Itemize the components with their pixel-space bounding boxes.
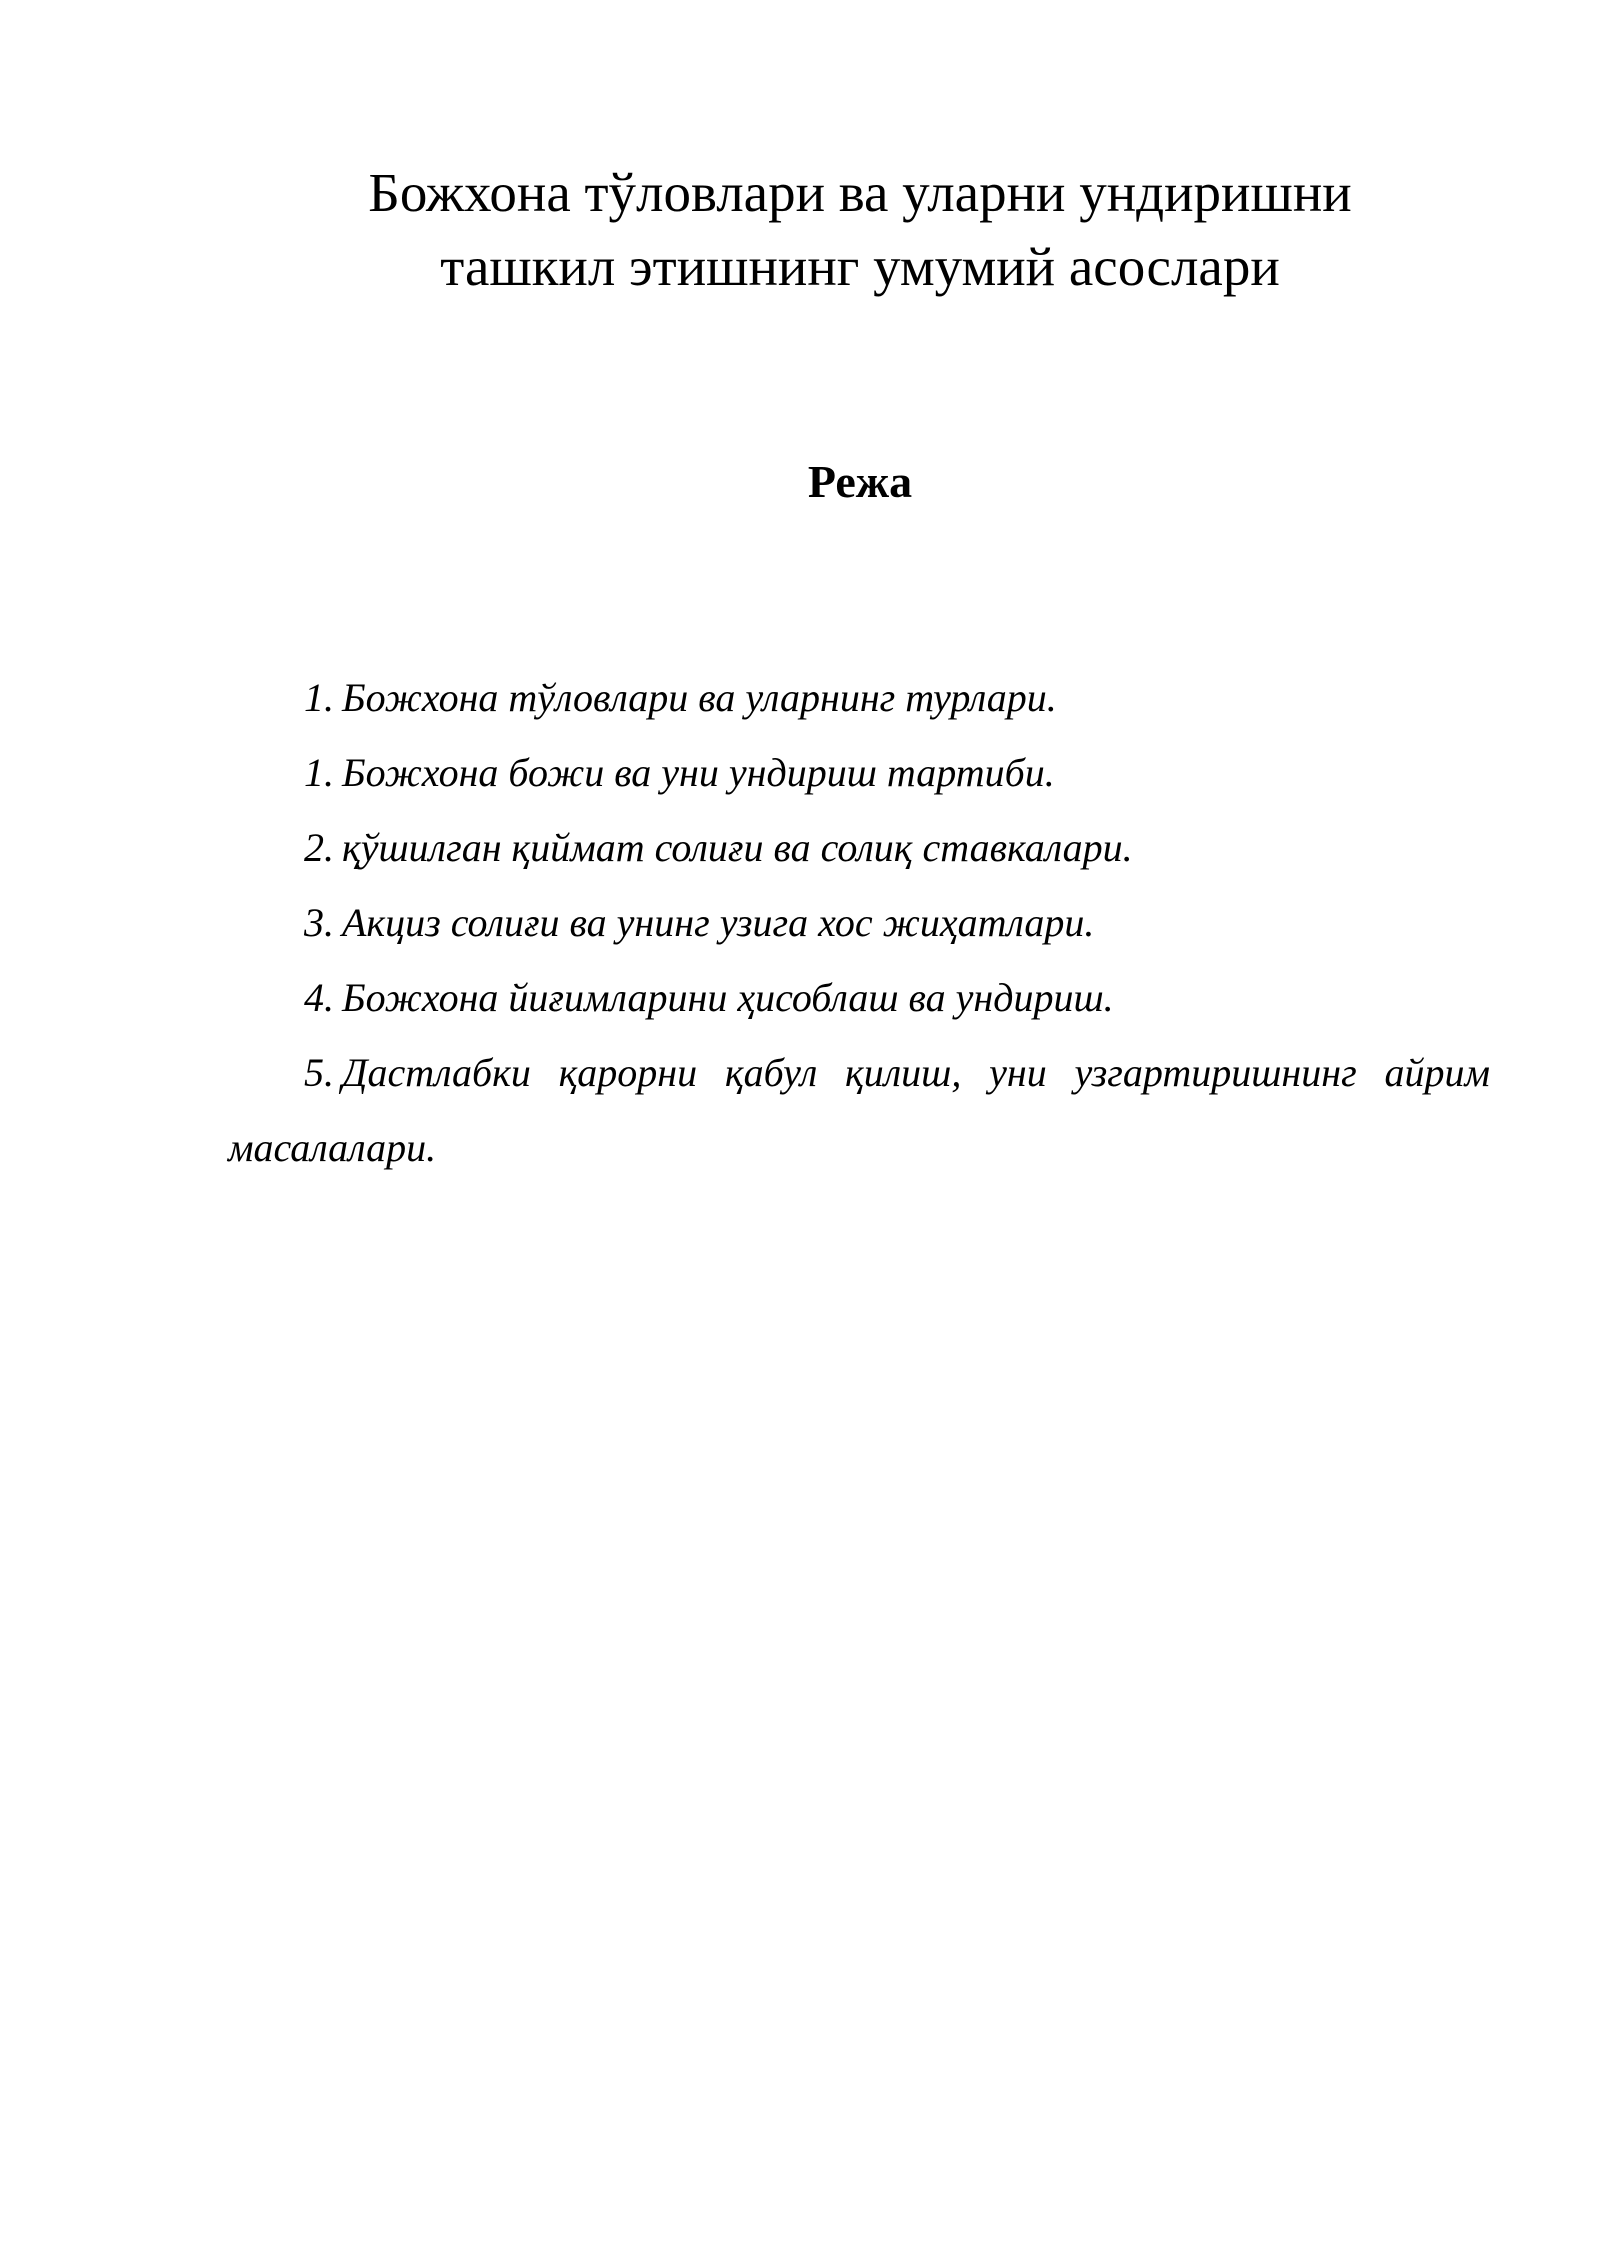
plan-item [228, 660, 1490, 735]
document-title-line-2: ташкил этишнинг умумий асослари [440, 236, 1280, 297]
document-title [230, 156, 1490, 304]
plan-item-text: Божхона тўловлари ва уларнинг турлари. [342, 675, 1057, 720]
plan-item [228, 960, 1490, 1035]
plan-item-number: 3. [304, 900, 334, 945]
plan-item-number: 4. [304, 975, 334, 1020]
document-title-line-1: Божхона тўловлари ва уларни ундиришни [368, 162, 1352, 223]
plan-item-number: 1. [304, 750, 334, 795]
plan-item-number: 2. [304, 825, 334, 870]
plan-heading: Режа [807, 456, 913, 507]
plan-item-number: 1. [304, 675, 334, 720]
plan-item-text: қўшилган қиймат солиғи ва солиқ ставкалари. [342, 825, 1133, 870]
plan-item-text: Дастлабки қарорни қабул қилиш, уни узгартиришнинг айрим масалалари. [228, 1050, 1490, 1170]
plan-item [228, 735, 1490, 810]
plan-item-text: Божхона йиғимларини ҳисоблаш ва ундириш. [342, 975, 1114, 1020]
plan-item [228, 810, 1490, 885]
plan-item [228, 885, 1490, 960]
plan-item-text: Акциз солиғи ва унинг узига хос жиҳатлари. [342, 900, 1095, 945]
plan-item [228, 1035, 1490, 1185]
plan-item-text: Божхона божи ва уни ундириш тартиби. [342, 750, 1055, 795]
plan-list [228, 660, 1490, 1185]
plan-item-number: 5. [304, 1050, 334, 1095]
